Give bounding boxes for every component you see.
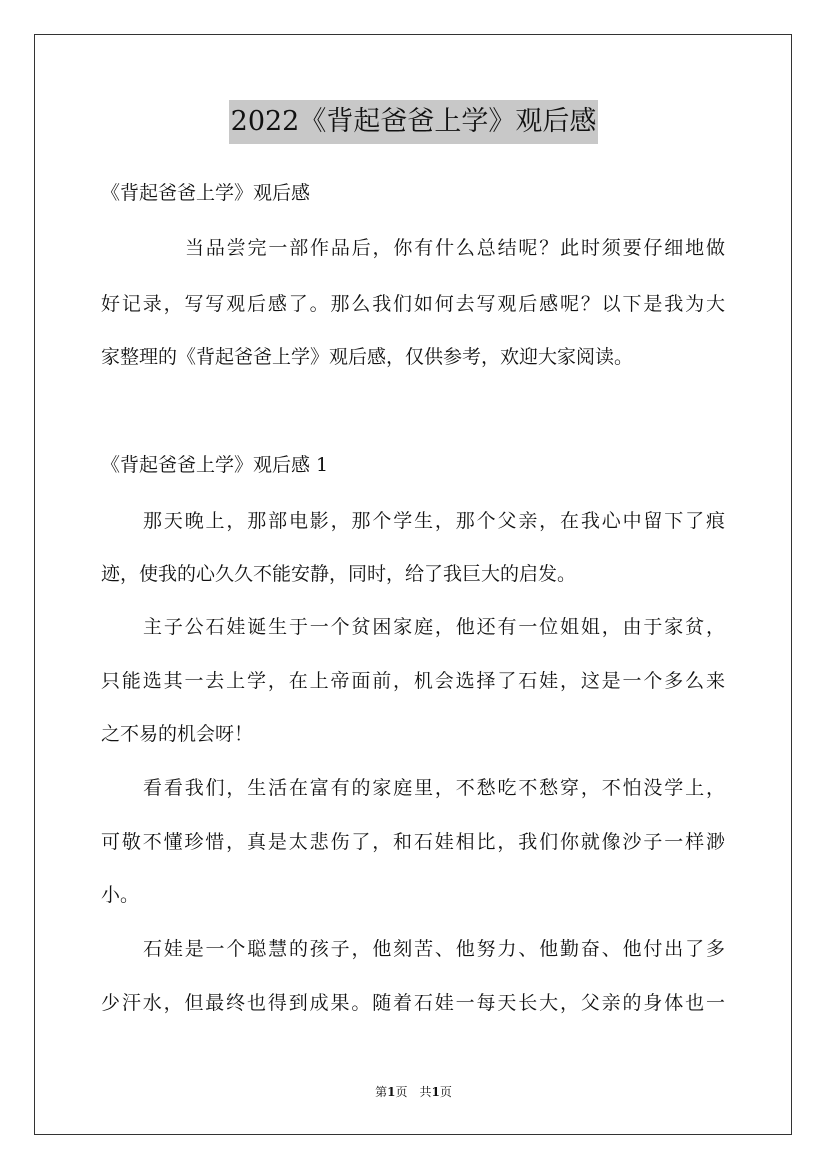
paragraph-line: 迹，使我的心久久不能安静，同时，给了我巨大的启发。: [101, 563, 577, 585]
document-title: 2022《背起爸爸上学》观后感: [229, 100, 599, 144]
section-heading: 《背起爸爸上学》观后感 1: [101, 454, 329, 476]
paragraph-line: 小。: [101, 884, 140, 906]
paragraph-line: 少汗水，但最终也得到成果。随着石娃一每天长大，父亲的身体也一: [101, 992, 725, 1014]
paragraph-line: 之不易的机会呀！: [101, 723, 254, 745]
title-container: [0, 100, 827, 144]
footer-middle: 页 共: [395, 1085, 432, 1099]
paragraph-line: 好记录，写写观后感了。那么我们如何去写观后感呢？以下是我为大: [101, 293, 725, 315]
paragraph-line: 那天晚上，那部电影，那个学生，那个父亲，在我心中留下了痕: [143, 510, 725, 532]
paragraph-line: 只能选其一去上学，在上帝面前，机会选择了石娃，这是一个多么来: [101, 670, 725, 692]
paragraph-line: 石娃是一个聪慧的孩子，他刻苦、他努力、他勤奋、他付出了多: [143, 938, 725, 960]
section-heading: 《背起爸爸上学》观后感: [101, 182, 311, 204]
paragraph-line: 可敬不懂珍惜，真是太悲伤了，和石娃相比，我们你就像沙子一样渺: [101, 831, 725, 853]
page-footer: [0, 1084, 827, 1100]
footer-total-pages: 1: [431, 1085, 440, 1099]
paragraph-line: 主子公石娃诞生于一个贫困家庭，他还有一位姐姐，由于家贫，: [143, 616, 725, 638]
paragraph-line: 家整理的《背起爸爸上学》观后感，仅供参考，欢迎大家阅读。: [101, 346, 634, 368]
paragraph-line: 当品尝完一部作品后，你有什么总结呢？此时须要仔细地做: [185, 237, 725, 259]
footer-page-number: 1: [387, 1085, 396, 1099]
paragraph-line: 看看我们，生活在富有的家庭里，不愁吃不愁穿，不怕没学上，: [143, 777, 725, 799]
footer-prefix: 第: [375, 1085, 388, 1099]
footer-suffix: 页: [439, 1085, 452, 1099]
